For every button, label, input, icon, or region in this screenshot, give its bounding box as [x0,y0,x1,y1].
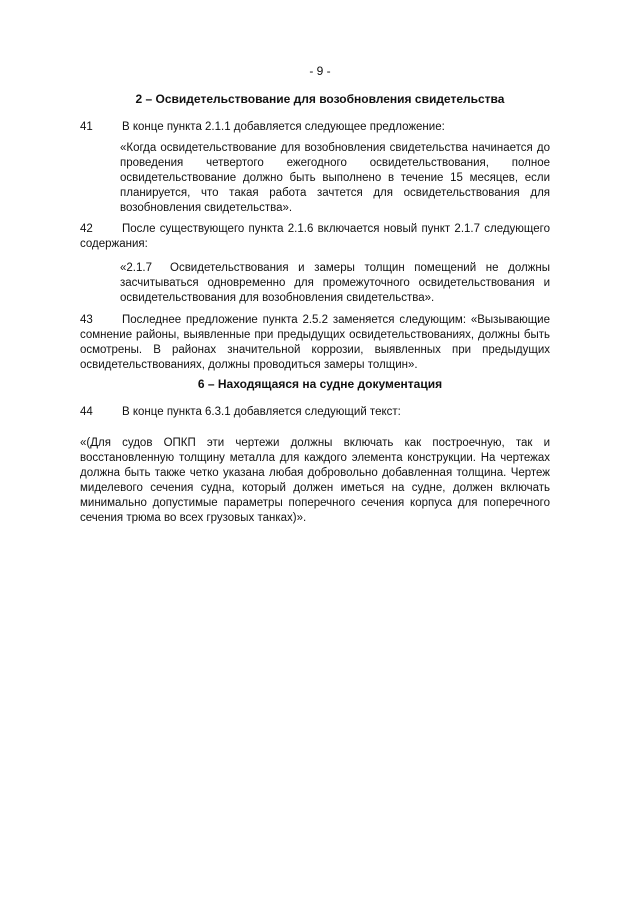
paragraph-number: 41 [80,121,93,133]
paragraph-number: 43 [80,314,93,326]
paragraph-text: В конце пункта 2.1.1 добавляется следующее предложение: [122,121,445,133]
paragraph-text: В конце пункта 6.3.1 добавляется следующий текст: [122,406,401,418]
paragraph-41 [80,120,550,135]
paragraph-42 [80,222,550,252]
paragraph-text: Последнее предложение пункта 2.5.2 заменяется следующим: «Вызывающие сомнение районы, выявленные при предыдущих освидетельствованиях, должны быть осмотрены. В районах значительной коррозии, выявленных при предыдущих освидетельствованиях, должны проводиться замеры толщин». [80,314,550,371]
quote-42 [120,261,550,306]
paragraph-text: После существующего пункта 2.1.6 включается новый пункт 2.1.7 следующего содержания: [80,223,550,250]
quote-44: «(Для судов ОПКП эти чертежи должны включать как построечную, так и восстановленную толщину металла для каждого элемента конструкции. На чертежах должна быть также четко указана любая добровольно добавленная толщина. Чертеж миделевого сечения судна, который должен иметься на судне, должен включать минимально допустимые параметры поперечного сечения корпуса для поперечного сечения трюма во всех грузовых танках)». [80,437,550,524]
paragraph-number: 44 [80,406,93,418]
section-heading-2: 2 – Освидетельствование для возобновления свидетельства [135,92,505,106]
page-number: - 9 - [309,64,331,78]
clause-text: Освидетельствования и замеры толщин помещений не должны засчитываться одновременно для промежуточного освидетельствования и освидетельствования для возобновления свидетельства». [120,262,550,304]
paragraph-number: 42 [80,223,93,235]
paragraph-43 [80,313,550,373]
section-heading-6: 6 – Находящаяся на судне документация [197,377,443,391]
quote-41: «Когда освидетельствование для возобновления свидетельства начинается до проведения четвертого ежегодного освидетельствования, полное освидетельствование должно быть выполнено в течение 15 месяцев, если планируется, что такая работа зачтется для освидетельствования для возобновления свидетельства». [120,142,550,214]
clause-label: «2.1.7 [120,262,152,274]
paragraph-44 [80,405,550,420]
